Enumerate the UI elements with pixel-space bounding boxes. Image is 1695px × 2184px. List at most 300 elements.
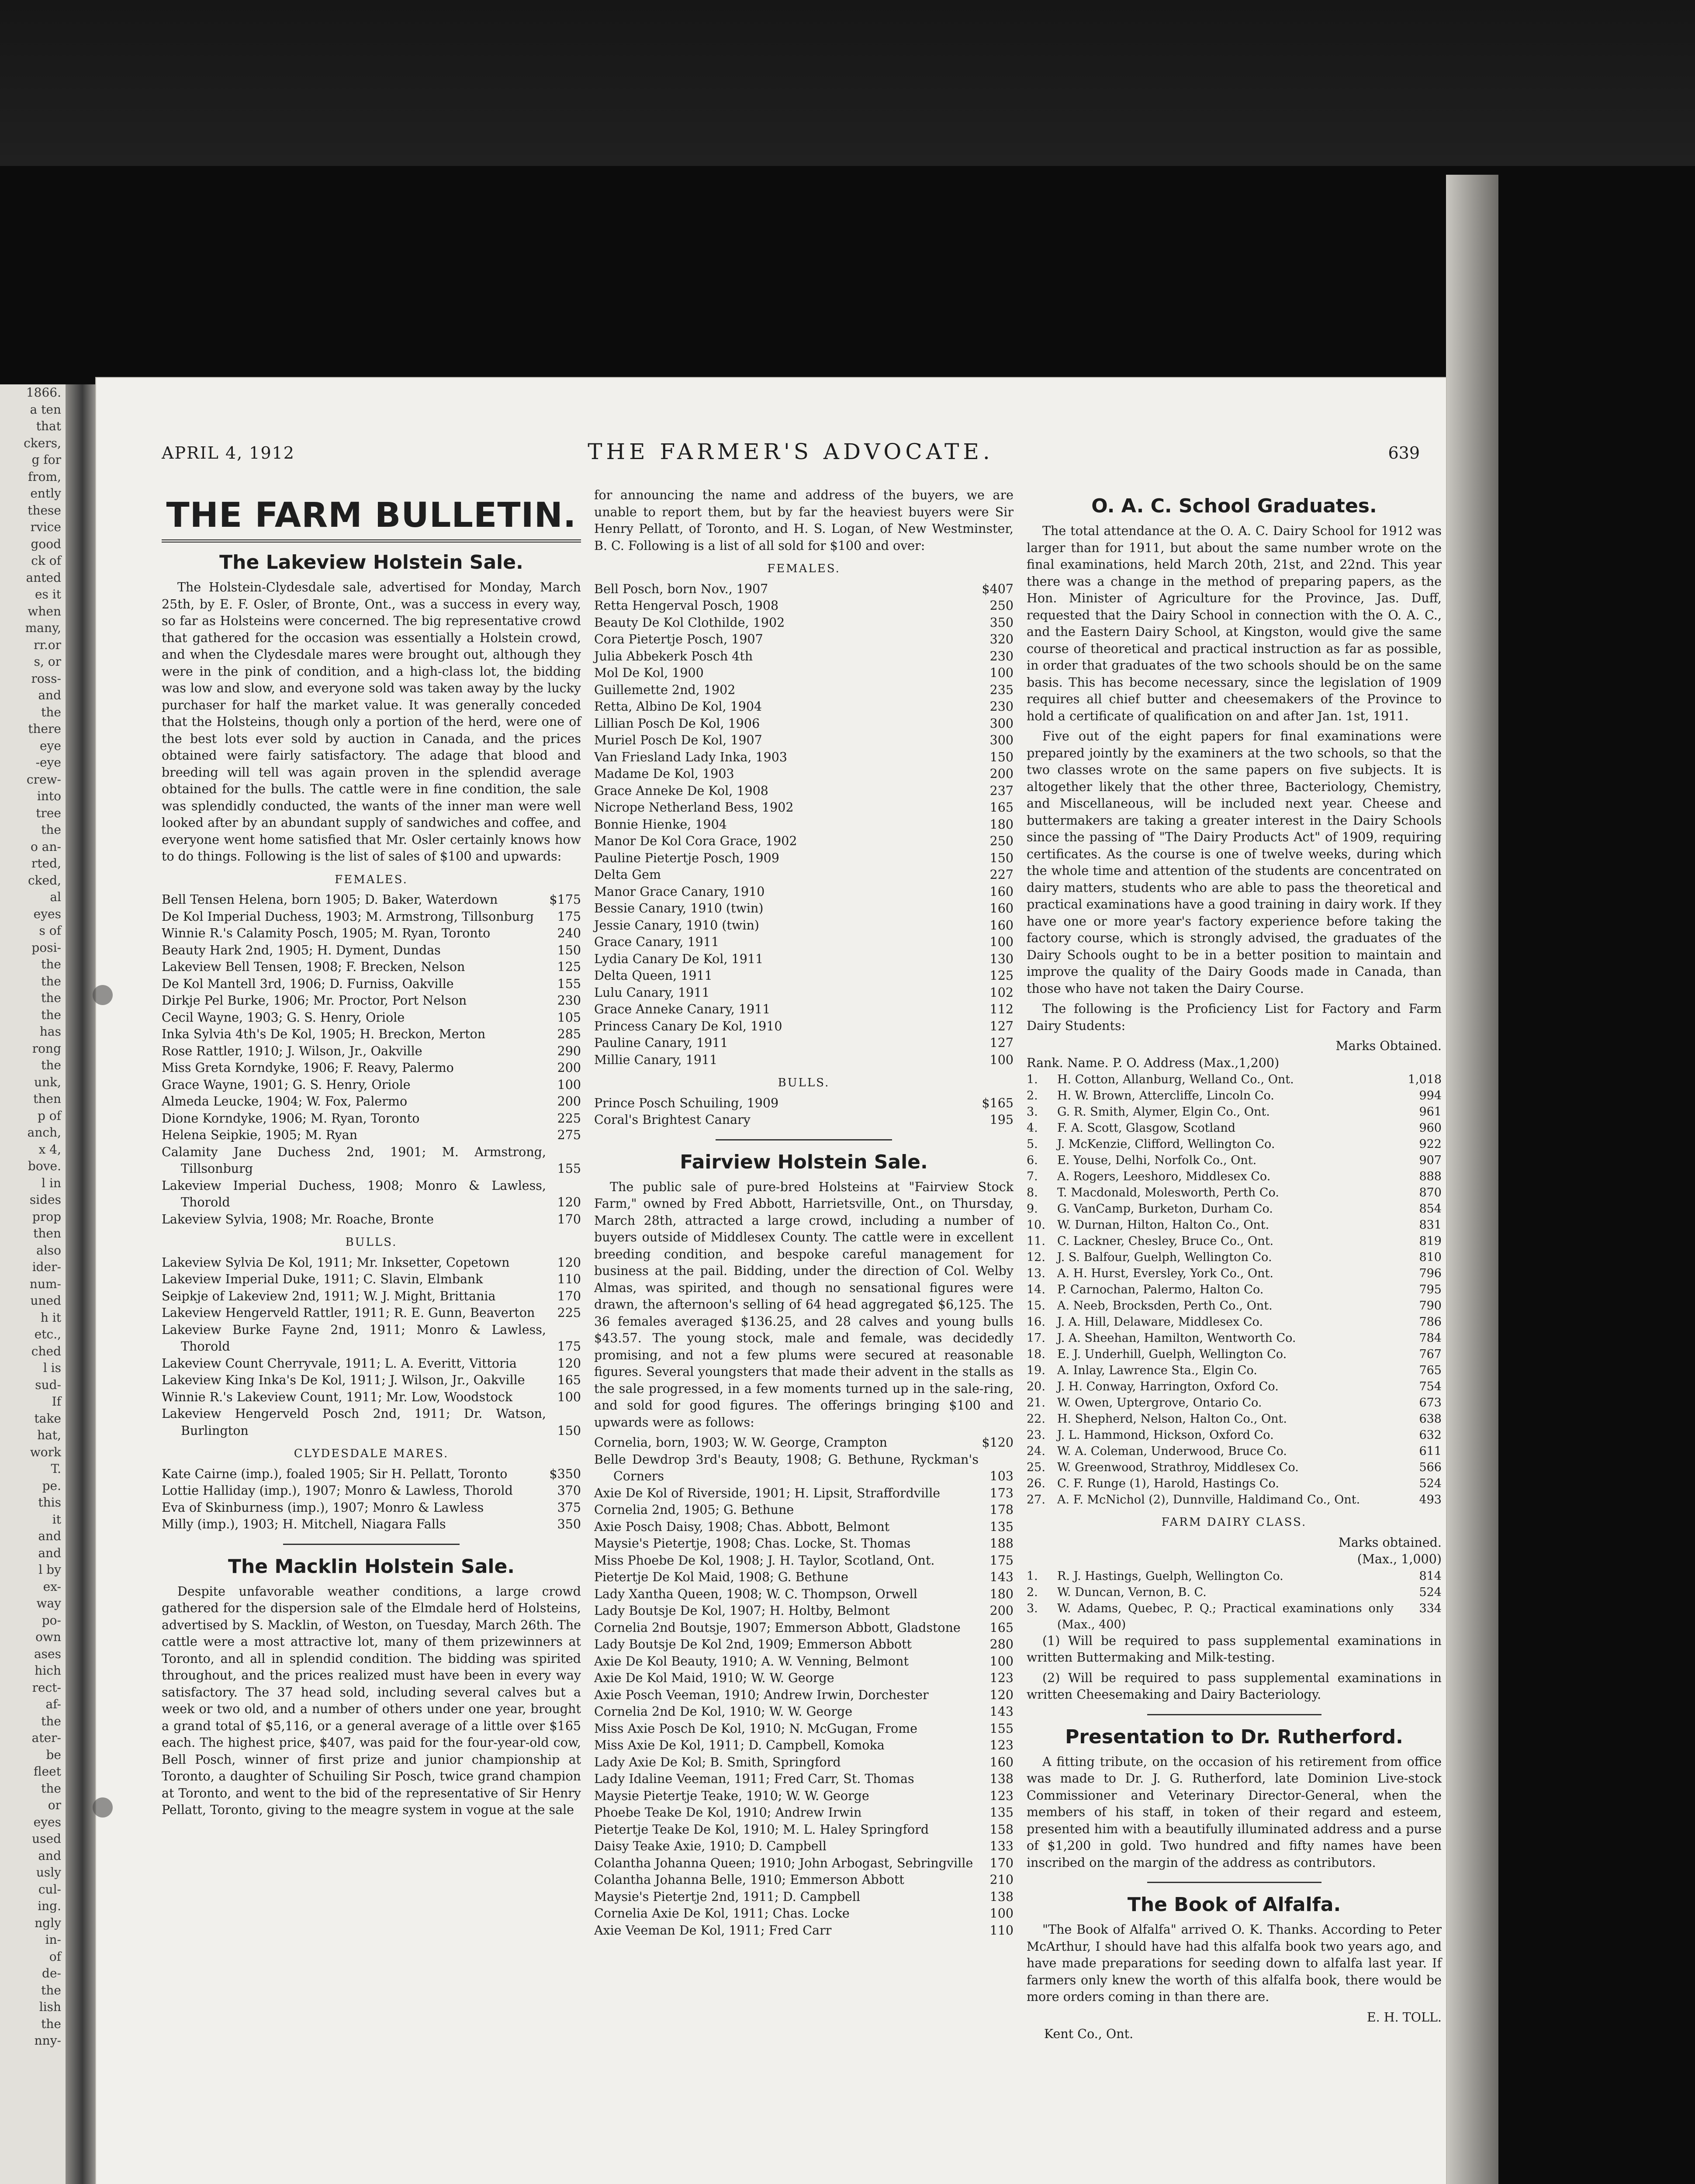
rank-cell: 11.: [1027, 1234, 1045, 1248]
mark-cell: 673: [1419, 1396, 1442, 1410]
proficiency-row: [1027, 1346, 1442, 1362]
sale-entry: [162, 1500, 581, 1517]
sale-entry: [594, 766, 1014, 783]
sale-entry: [162, 1466, 581, 1483]
lakeview-bulls-label: BULLS.: [345, 1236, 398, 1249]
divider: [716, 1139, 892, 1140]
lakeview-mares-label: CLYDESDALE MARES.: [294, 1447, 449, 1460]
student-cell: W. A. Coleman, Underwood, Bruce Co.: [1057, 1444, 1287, 1458]
sale-entry: [594, 1434, 1014, 1451]
sale-entry: [162, 1372, 581, 1389]
sale-entry: [594, 1451, 1014, 1485]
sale-entry-price: 150: [557, 1423, 581, 1438]
sale-entry: [594, 1872, 1014, 1889]
student-cell: W. Owen, Uptergrove, Ontario Co.: [1057, 1396, 1262, 1410]
sale-entry-price: 120: [557, 1255, 581, 1270]
previous-page-fragment: l is: [43, 1361, 61, 1375]
newspaper-page: [96, 378, 1446, 2184]
previous-page-fragment: these: [28, 503, 61, 518]
issue-date: APRIL 4, 1912: [162, 443, 295, 463]
sale-entry-name: Dione Korndyke, 1906; M. Ryan, Toronto: [162, 1111, 420, 1126]
sale-entry: [594, 1771, 1014, 1788]
sale-entry: [594, 1552, 1014, 1569]
previous-page-fragment: num-: [29, 1276, 61, 1291]
sale-entry: [594, 985, 1014, 1002]
sale-entry-name: Seipkje of Lakeview 2nd, 1911; W. J. Might, Brittania: [162, 1289, 496, 1303]
sale-entry-name: Cornelia, born, 1903; W. W. George, Crampton: [594, 1435, 888, 1450]
rank-cell: 5.: [1027, 1137, 1038, 1151]
previous-page-fragment: then: [33, 1226, 61, 1241]
sale-entry: [162, 1093, 581, 1110]
sale-entry: [594, 884, 1014, 901]
sale-entry-name: De Kol Mantell 3rd, 1906; D. Furniss, Oakville: [162, 976, 454, 991]
rank-cell: 6.: [1027, 1154, 1038, 1167]
sale-entry-name: Retta Hengerval Posch, 1908: [594, 598, 779, 613]
sale-entry-price: 300: [989, 716, 1014, 731]
previous-page-fragment: take: [34, 1411, 61, 1426]
sale-entry-price: 173: [989, 1486, 1014, 1500]
previous-page-fragment: that: [36, 419, 61, 433]
sale-entry: [594, 732, 1014, 749]
sale-entry-price: 120: [557, 1356, 581, 1371]
previous-page-fragments: [0, 384, 66, 2049]
previous-page-fragment: way: [36, 1596, 61, 1610]
sale-entry: [162, 1271, 581, 1288]
sale-entry-price: 130: [989, 951, 1014, 966]
sale-entry-name: De Kol Imperial Duchess, 1903; M. Armstrong, Tillsonburg: [162, 909, 534, 924]
sale-entry-price: 200: [557, 1094, 581, 1109]
lakeview-mares-list: [162, 1466, 581, 1533]
sale-entry-name: Lillian Posch De Kol, 1906: [594, 716, 760, 731]
sale-entry-price: 170: [557, 1289, 581, 1303]
previous-page-fragment: pe.: [42, 1478, 61, 1493]
previous-page-fragment: lish: [39, 2000, 61, 2014]
previous-page-fragment: of: [49, 1949, 61, 1964]
previous-page-fragment: the: [41, 991, 61, 1005]
sale-entry-name: Grace Canary, 1911: [594, 935, 720, 949]
sale-entry-price: 227: [989, 867, 1014, 882]
proficiency-row: [1027, 1314, 1442, 1330]
sale-entry-price: 155: [989, 1721, 1014, 1736]
rank-cell: 13.: [1027, 1267, 1045, 1280]
sale-entry-price: 138: [989, 1889, 1014, 1904]
proficiency-row: [1027, 1071, 1442, 1088]
fairview-sales-list: [594, 1434, 1014, 1939]
sale-entry-price: 110: [989, 1923, 1014, 1938]
sale-entry: [162, 1288, 581, 1305]
sale-entry-price: 135: [989, 1519, 1014, 1534]
sale-entry-name: Lakeview Bell Tensen, 1908; F. Brecken, Nelson: [162, 960, 465, 974]
sale-entry: [594, 1502, 1014, 1519]
sale-entry: [594, 1721, 1014, 1738]
previous-page-fragment: hat,: [37, 1428, 61, 1442]
sale-entry-name: Axie Posch Veeman, 1910; Andrew Irwin, Dorchester: [594, 1687, 929, 1702]
previous-page-fragment: o an-: [31, 839, 61, 854]
sale-entry-price: 375: [557, 1500, 581, 1515]
fairview-paragraph: The public sale of pure-bred Holsteins at "Fairview Stock Farm," owned by Fred Abbott, Harrietsville, Ont., on Thursday, March 28th, attracted a large crowd, including a number of buyers outside of Middlesex County. The cattle were in excellent breeding condition, and bespoke careful management for business at the pail. Bidding, under the direction of Col. Welby Almas, was spirited, and though no sensational figures were drawn, the afternoon's selling of 64 head aggregated $6,125. The 36 females averaged $136.25, and 28 calves and young bulls $43.57. The young stock, male and female, was decidedly promising, and not a few plums were secured at reasonable figures. Several youngsters that made their advent in the stalls as the sale progressed, in a few moments turned up in the sale-ring, and sold for good figures. The offerings bringing $100 and upwards were as follows:: [594, 1179, 1014, 1430]
sale-entry-name: Calamity Jane Duchess 2nd, 1901; M. Armstrong, Tillsonburg: [162, 1144, 546, 1176]
sale-entry-name: Cornelia 2nd, 1905; G. Bethune: [594, 1503, 794, 1517]
sale-entry-price: 165: [557, 1373, 581, 1387]
alfalfa-location: Kent Co., Ont.: [1044, 2027, 1134, 2041]
sale-entry-name: Nicrope Netherland Bess, 1902: [594, 800, 794, 815]
proficiency-row: [1027, 1459, 1442, 1476]
sale-entry-price: 123: [989, 1788, 1014, 1803]
rank-cell: 3.: [1027, 1105, 1038, 1119]
previous-page-fragment: ched: [31, 1344, 61, 1358]
student-cell: H. Shepherd, Nelson, Halton Co., Ont.: [1057, 1412, 1287, 1426]
sale-entry-price: 160: [989, 1755, 1014, 1769]
page-edge-shadow: [1446, 175, 1498, 2184]
previous-page-fragment: anch,: [27, 1125, 61, 1140]
sale-entry: [594, 1838, 1014, 1855]
previous-page-fragment: also: [36, 1243, 61, 1258]
sale-entry-name: Lakeview Hengerveld Rattler, 1911; R. E. Gunn, Beaverton: [162, 1306, 535, 1320]
rank-cell: 22.: [1027, 1412, 1045, 1426]
sale-entry: [594, 1889, 1014, 1906]
oac-paragraph-1: The total attendance at the O. A. C. Dairy School for 1912 was larger than for 1911, but about the same number wrote on the final examinations, held March 20th, 21st, and 22nd. This year there was a change in the method of preparing papers, as the Hon. Minister of Agriculture for the Province, Jas. Duff, requested that the Dairy School in connection with the O. A. C., and the Eastern Dairy School, at Kingston, would give the same course of theoretical and practical instruction as far as possible, in order that graduates of the two schools should be on the same basis. This has become necessary, since the legislation of 1909 requires all chief butter and cheesemakers of the Province to hold a certificate of qualification on and after Jan. 1st, 1911.: [1027, 524, 1442, 723]
sale-entry-name: Maysie's Pietertje 2nd, 1911; D. Campbell: [594, 1889, 861, 1904]
sale-entry-price: 237: [989, 783, 1014, 798]
rank-cell: 2.: [1027, 1585, 1038, 1599]
sale-entry-price: 125: [989, 968, 1014, 983]
proficiency-row: [1027, 1584, 1442, 1600]
rank-cell: 24.: [1027, 1444, 1045, 1458]
proficiency-row: [1027, 1476, 1442, 1492]
student-cell: P. Carnochan, Palermo, Halton Co.: [1057, 1283, 1264, 1296]
sale-entry-name: Almeda Leucke, 1904; W. Fox, Palermo: [162, 1094, 408, 1109]
sale-entry-price: 100: [989, 935, 1014, 949]
sale-entry: [162, 959, 581, 976]
sale-entry-price: $165: [982, 1095, 1014, 1110]
sale-entry-name: Bell Tensen Helena, born 1905; D. Baker, Waterdown: [162, 892, 498, 907]
previous-page-fragment: ider-: [32, 1260, 61, 1274]
mark-cell: 524: [1419, 1477, 1442, 1490]
rank-cell: 4.: [1027, 1121, 1038, 1135]
previous-page-fragment: and: [38, 1848, 61, 1863]
previous-page-fragment: a ten: [30, 402, 61, 417]
sale-entry-name: Colantha Johanna Belle, 1910; Emmerson Abbott: [594, 1873, 904, 1887]
previous-page-fragment: or: [48, 1798, 61, 1812]
sale-entry: [594, 1754, 1014, 1771]
sale-entry-name: Lakeview Burke Fayne 2nd, 1911; Monro & Lawless, Thorold: [162, 1322, 546, 1354]
previous-page-fragment: the: [41, 2016, 61, 2031]
previous-page-fragment: hich: [35, 1663, 61, 1678]
proficiency-row: [1027, 1298, 1442, 1314]
sale-entry-price: 175: [989, 1553, 1014, 1568]
sale-entry-name: Lakeview Imperial Duke, 1911; C. Slavin, Elmbank: [162, 1272, 483, 1286]
sale-entry-price: 230: [989, 699, 1014, 714]
previous-page-fragment: etc.,: [34, 1327, 61, 1341]
sale-entry: [162, 1127, 581, 1144]
sale-entry-name: Helena Seipkie, 1905; M. Ryan: [162, 1128, 358, 1142]
binding-gutter: [66, 384, 96, 2184]
student-cell: J. S. Balfour, Guelph, Wellington Co.: [1057, 1251, 1272, 1264]
previous-page-fragment: when: [28, 604, 61, 619]
mark-cell: 831: [1419, 1218, 1442, 1232]
previous-page-fragment: from,: [28, 469, 61, 484]
sale-entry-name: Lakeview King Inka's De Kol, 1911; J. Wilson, Jr., Oakville: [162, 1373, 525, 1387]
previous-page-fragment: the: [41, 705, 61, 719]
marks-header: Marks Obtained.: [1335, 1039, 1442, 1053]
sale-entry: [594, 1804, 1014, 1821]
student-cell: W. Greenwood, Strathroy, Middlesex Co.: [1057, 1461, 1299, 1474]
previous-page-fragment: into: [37, 789, 61, 803]
sale-entry-name: Retta, Albino De Kol, 1904: [594, 699, 762, 714]
sale-entry-price: 150: [989, 750, 1014, 764]
alfalfa-paragraph: "The Book of Alfalfa" arrived O. K. Thanks. According to Peter McArthur, I should have had this alfalfa book two years ago, and have made preparations for seeding down to alfalfa last year. If farmers only knew the worth of this alfalfa book, there would be more orders coming in than there are.: [1027, 1922, 1442, 2004]
sale-entry-name: Axie De Kol Maid, 1910; W. W. George: [594, 1671, 834, 1685]
sale-entry: [162, 1144, 581, 1178]
sale-entry-name: Lakeview Count Cherryvale, 1911; L. A. Everitt, Vittoria: [162, 1356, 517, 1371]
sale-entry-name: Dirkje Pel Burke, 1906; Mr. Proctor, Port Nelson: [162, 993, 467, 1008]
sale-entry: [162, 1482, 581, 1500]
previous-page-fragment: work: [30, 1444, 61, 1459]
student-cell: E. J. Underhill, Guelph, Wellington Co.: [1057, 1348, 1287, 1361]
sale-entry-name: Cecil Wayne, 1903; G. S. Henry, Oriole: [162, 1010, 405, 1025]
sale-entry-name: Miss Greta Korndyke, 1906; F. Reavy, Palermo: [162, 1061, 454, 1075]
lakeview-paragraph: The Holstein-Clydesdale sale, advertised for Monday, March 25th, by E. F. Osler, of Bronte, Ont., was a success in every way, so far as Holsteins were concerned. The big representative crowd that gathered for the occasion was essentially a Holstein crowd, and when the Clydesdale mares were brought out, although they were in the pink of condition, and a high-class lot, the bidding was low and slow, and everyone sold was taken away by the lucky purchaser for half the market value. It was generally conceded that the Holsteins, though only a portion of the herd, were one of the best lots ever sold by auction in Canada, and the prices obtained were fairly satisfactory. The adage that blood and breeding will tell was again proven in the splendid average obtained for the bulls. The cattle were in fine condition, the sale was splendidly conducted, the wants of the inner man were well looked after by an abundant supply of sandwiches and coffee, and everyone went home satisfied that Mr. Osler certainly knows how to do things. Following is the list of sales of $100 and upwards:: [162, 580, 581, 864]
previous-page-fragment: 1866.: [26, 385, 61, 400]
sale-entry: [594, 1485, 1014, 1502]
sale-entry-name: Muriel Posch De Kol, 1907: [594, 733, 762, 747]
sale-entry-name: Princess Canary De Kol, 1910: [594, 1019, 782, 1033]
sale-entry-price: 250: [989, 834, 1014, 848]
sale-entry: [594, 1603, 1014, 1620]
student-cell: G. R. Smith, Alymer, Elgin Co., Ont.: [1057, 1105, 1270, 1119]
previous-page-fragment: ngly: [35, 1915, 61, 1930]
sale-entry-price: 155: [557, 976, 581, 991]
proficiency-row: [1027, 1088, 1442, 1104]
previous-page-fragment: -eye: [35, 755, 61, 770]
rank-cell: 1.: [1027, 1073, 1038, 1086]
rank-cell: 17.: [1027, 1331, 1045, 1345]
previous-page-fragment: unk,: [34, 1075, 61, 1089]
macklin-females-label: FEMALES.: [767, 562, 841, 575]
sale-entry-name: Winnie R.'s Calamity Posch, 1905; M. Ryan, Toronto: [162, 926, 491, 940]
previous-page-fragment: af-: [45, 1697, 61, 1711]
previous-page-fragment: many,: [25, 621, 61, 635]
sale-entry: [594, 598, 1014, 615]
mark-cell: 854: [1419, 1202, 1442, 1216]
sale-entry-name: Beauty De Kol Clothilde, 1902: [594, 615, 785, 630]
sale-entry-name: Lakeview Sylvia De Kol, 1911; Mr. Inksetter, Copetown: [162, 1255, 510, 1270]
mark-cell: 907: [1419, 1154, 1442, 1167]
rank-cell: 16.: [1027, 1315, 1045, 1329]
sale-entry-name: Miss Phoebe De Kol, 1908; J. H. Taylor, Scotland, Ont.: [594, 1553, 935, 1568]
sale-entry-price: 103: [989, 1469, 1014, 1483]
sale-entry-name: Lady Xantha Queen, 1908; W. C. Thompson, Orwell: [594, 1586, 917, 1601]
sale-entry-name: Julia Abbekerk Posch 4th: [594, 649, 753, 663]
sale-entry-name: Jessie Canary, 1910 (twin): [594, 918, 759, 933]
sale-entry: [594, 1569, 1014, 1586]
proficiency-row: [1027, 1168, 1442, 1185]
sale-entry-price: 100: [989, 1654, 1014, 1669]
rank-cell: 26.: [1027, 1477, 1045, 1490]
sale-entry-price: 350: [989, 615, 1014, 630]
macklin-bulls-label: BULLS.: [778, 1076, 830, 1089]
sale-entry-name: Delta Queen, 1911: [594, 968, 713, 983]
sale-entry-name: Belle Dewdrop 3rd's Beauty, 1908; G. Bethune, Ryckman's Corners: [594, 1452, 979, 1483]
sale-entry-name: Miss Axie De Kol, 1911; D. Campbell, Komoka: [594, 1738, 885, 1752]
sale-entry: [594, 1035, 1014, 1052]
column-1: [162, 487, 581, 1822]
divider: [1147, 1714, 1321, 1715]
factory-proficiency-table: [1027, 1071, 1442, 1508]
student-cell: C. Lackner, Chesley, Bruce Co., Ont.: [1057, 1234, 1274, 1248]
mark-cell: 870: [1419, 1186, 1442, 1199]
sale-entry-price: 133: [989, 1839, 1014, 1853]
previous-page-fragment: crew-: [26, 772, 61, 787]
previous-page-edge: [0, 384, 66, 2184]
previous-page-fragment: ross-: [31, 671, 61, 686]
previous-page-fragment: good: [31, 536, 61, 551]
previous-page-fragment: rect-: [32, 1680, 61, 1695]
page-header: [162, 439, 1420, 470]
sale-entry-price: 225: [557, 1306, 581, 1320]
sale-entry-price: 160: [989, 918, 1014, 933]
student-cell: W. Duncan, Vernon, B. C.: [1057, 1585, 1207, 1599]
previous-page-fragment: the: [41, 822, 61, 837]
previous-page-fragment: the: [41, 1781, 61, 1796]
column-3: [1027, 487, 1442, 2043]
sale-entry-name: Maysie Pietertje Teake, 1910; W. W. George: [594, 1788, 869, 1803]
publication-title: THE FARMER'S ADVOCATE.: [588, 439, 994, 464]
sale-entry-price: 143: [989, 1704, 1014, 1719]
sale-entry: [594, 951, 1014, 968]
previous-page-fragment: cked,: [28, 873, 61, 888]
sale-entry: [162, 1389, 581, 1406]
mark-cell: 922: [1419, 1137, 1442, 1151]
previous-page-fragment: rted,: [31, 856, 61, 871]
sale-entry-name: Lottie Halliday (imp.), 1907; Monro & Lawless, Thorold: [162, 1483, 513, 1498]
sale-entry-price: 300: [989, 733, 1014, 747]
previous-page-fragment: sud-: [35, 1377, 61, 1392]
previous-page-fragment: tree: [36, 805, 61, 820]
sale-entry-price: 160: [989, 884, 1014, 899]
sale-entry-name: Prince Posch Schuiling, 1909: [594, 1095, 779, 1110]
sale-entry: [594, 615, 1014, 632]
proficiency-row: [1027, 1282, 1442, 1298]
mark-cell: 784: [1419, 1331, 1442, 1345]
sale-entry-name: Axie Posch Daisy, 1908; Chas. Abbott, Belmont: [594, 1519, 890, 1534]
previous-page-fragment: ently: [30, 486, 61, 501]
previous-page-fragment: and: [38, 688, 61, 702]
sale-entry: [594, 1737, 1014, 1754]
column-2: [594, 487, 1014, 1939]
sale-entry-price: 170: [557, 1212, 581, 1227]
sale-entry-price: 100: [989, 666, 1014, 680]
sale-entry-price: $120: [982, 1435, 1014, 1450]
sale-entry-price: 195: [989, 1113, 1014, 1127]
proficiency-row: [1027, 1362, 1442, 1379]
sale-entry-name: Mol De Kol, 1900: [594, 666, 704, 680]
sale-entry-price: 143: [989, 1570, 1014, 1584]
farm-marks-header: Marks obtained.: [1338, 1535, 1442, 1550]
previous-page-fragment: uned: [30, 1293, 61, 1308]
sale-entry-price: 320: [989, 632, 1014, 646]
macklin-bulls-list: [594, 1095, 1014, 1129]
sale-entry: [594, 816, 1014, 833]
sale-entry: [594, 968, 1014, 985]
punch-hole: [93, 1797, 113, 1818]
sale-entry-price: 285: [557, 1027, 581, 1041]
sale-entry-name: Phoebe Teake De Kol, 1910; Andrew Irwin: [594, 1805, 862, 1820]
student-cell: W. Durnan, Hilton, Halton Co., Ont.: [1057, 1218, 1270, 1232]
previous-page-fragment: T.: [51, 1462, 61, 1476]
previous-page-fragment: and: [38, 1529, 61, 1543]
proficiency-row: [1027, 1568, 1442, 1584]
mark-cell: 819: [1419, 1234, 1442, 1248]
proficiency-row: [1027, 1120, 1442, 1136]
sale-entry: [594, 581, 1014, 598]
sale-entry-name: Kate Cairne (imp.), foaled 1905; Sir H. Pellatt, Toronto: [162, 1466, 508, 1481]
sale-entry-name: Grace Anneke Canary, 1911: [594, 1002, 771, 1016]
sale-entry: [594, 917, 1014, 934]
sale-entry-name: Manor Grace Canary, 1910: [594, 884, 765, 899]
sale-entry-price: $350: [549, 1466, 581, 1481]
sale-entry-price: 135: [989, 1805, 1014, 1820]
sale-entry: [594, 1653, 1014, 1670]
previous-page-fragment: rong: [32, 1041, 61, 1056]
macklin-heading: The Macklin Holstein Sale.: [228, 1555, 515, 1578]
sale-entry: [162, 1211, 581, 1228]
sale-entry-name: Lydia Canary De Kol, 1911: [594, 951, 764, 966]
sale-entry-price: 160: [989, 901, 1014, 916]
sale-entry-price: 123: [989, 1738, 1014, 1752]
previous-page-fragment: ing.: [38, 1899, 61, 1913]
previous-page-fragment: eyes: [33, 1814, 61, 1829]
sale-entry-price: 235: [989, 682, 1014, 697]
sale-entry: [162, 1322, 581, 1355]
farm-bulletin-masthead: THE FARM BULLETIN.: [162, 496, 581, 543]
previous-page-fragment: then: [33, 1092, 61, 1106]
mark-cell: 994: [1419, 1089, 1442, 1102]
proficiency-row: [1027, 1427, 1442, 1443]
sale-entry: [162, 1178, 581, 1211]
sale-entry-name: Bonnie Hienke, 1904: [594, 817, 727, 832]
previous-page-fragment: own: [35, 1630, 61, 1644]
proficiency-row: [1027, 1185, 1442, 1201]
rank-cell: 19.: [1027, 1364, 1045, 1377]
previous-page-fragment: in-: [45, 1932, 61, 1947]
previous-page-fragment: l in: [42, 1175, 61, 1190]
sale-entry: [162, 1043, 581, 1060]
sale-entry: [594, 1855, 1014, 1872]
previous-page-fragment: If: [52, 1394, 61, 1409]
proficiency-row: [1027, 1136, 1442, 1152]
sale-entry: [594, 1670, 1014, 1687]
sale-entry-price: 150: [557, 943, 581, 957]
rank-cell: 3.: [1027, 1601, 1038, 1615]
student-cell: A. Inlay, Lawrence Sta., Elgin Co.: [1057, 1364, 1257, 1377]
sale-entry: [162, 976, 581, 993]
previous-page-fragment: po-: [42, 1613, 61, 1628]
student-cell: T. Macdonald, Molesworth, Perth Co.: [1057, 1186, 1279, 1199]
alfalfa-signature: E. H. TOLL.: [1366, 2010, 1442, 2025]
rank-cell: 9.: [1027, 1202, 1038, 1216]
sale-entry-price: 170: [989, 1856, 1014, 1870]
sale-entry-price: 112: [989, 1002, 1014, 1016]
mark-cell: 334: [1419, 1601, 1442, 1615]
sale-entry-price: 350: [557, 1517, 581, 1531]
rank-cell: 14.: [1027, 1283, 1045, 1296]
previous-page-fragment: has: [39, 1024, 61, 1039]
sale-entry: [594, 934, 1014, 951]
previous-page-fragment: be: [46, 1747, 61, 1762]
rank-cell: 7.: [1027, 1170, 1038, 1183]
oac-paragraph-3: The following is the Proficiency List for Factory and Farm Dairy Students:: [1027, 1002, 1442, 1033]
